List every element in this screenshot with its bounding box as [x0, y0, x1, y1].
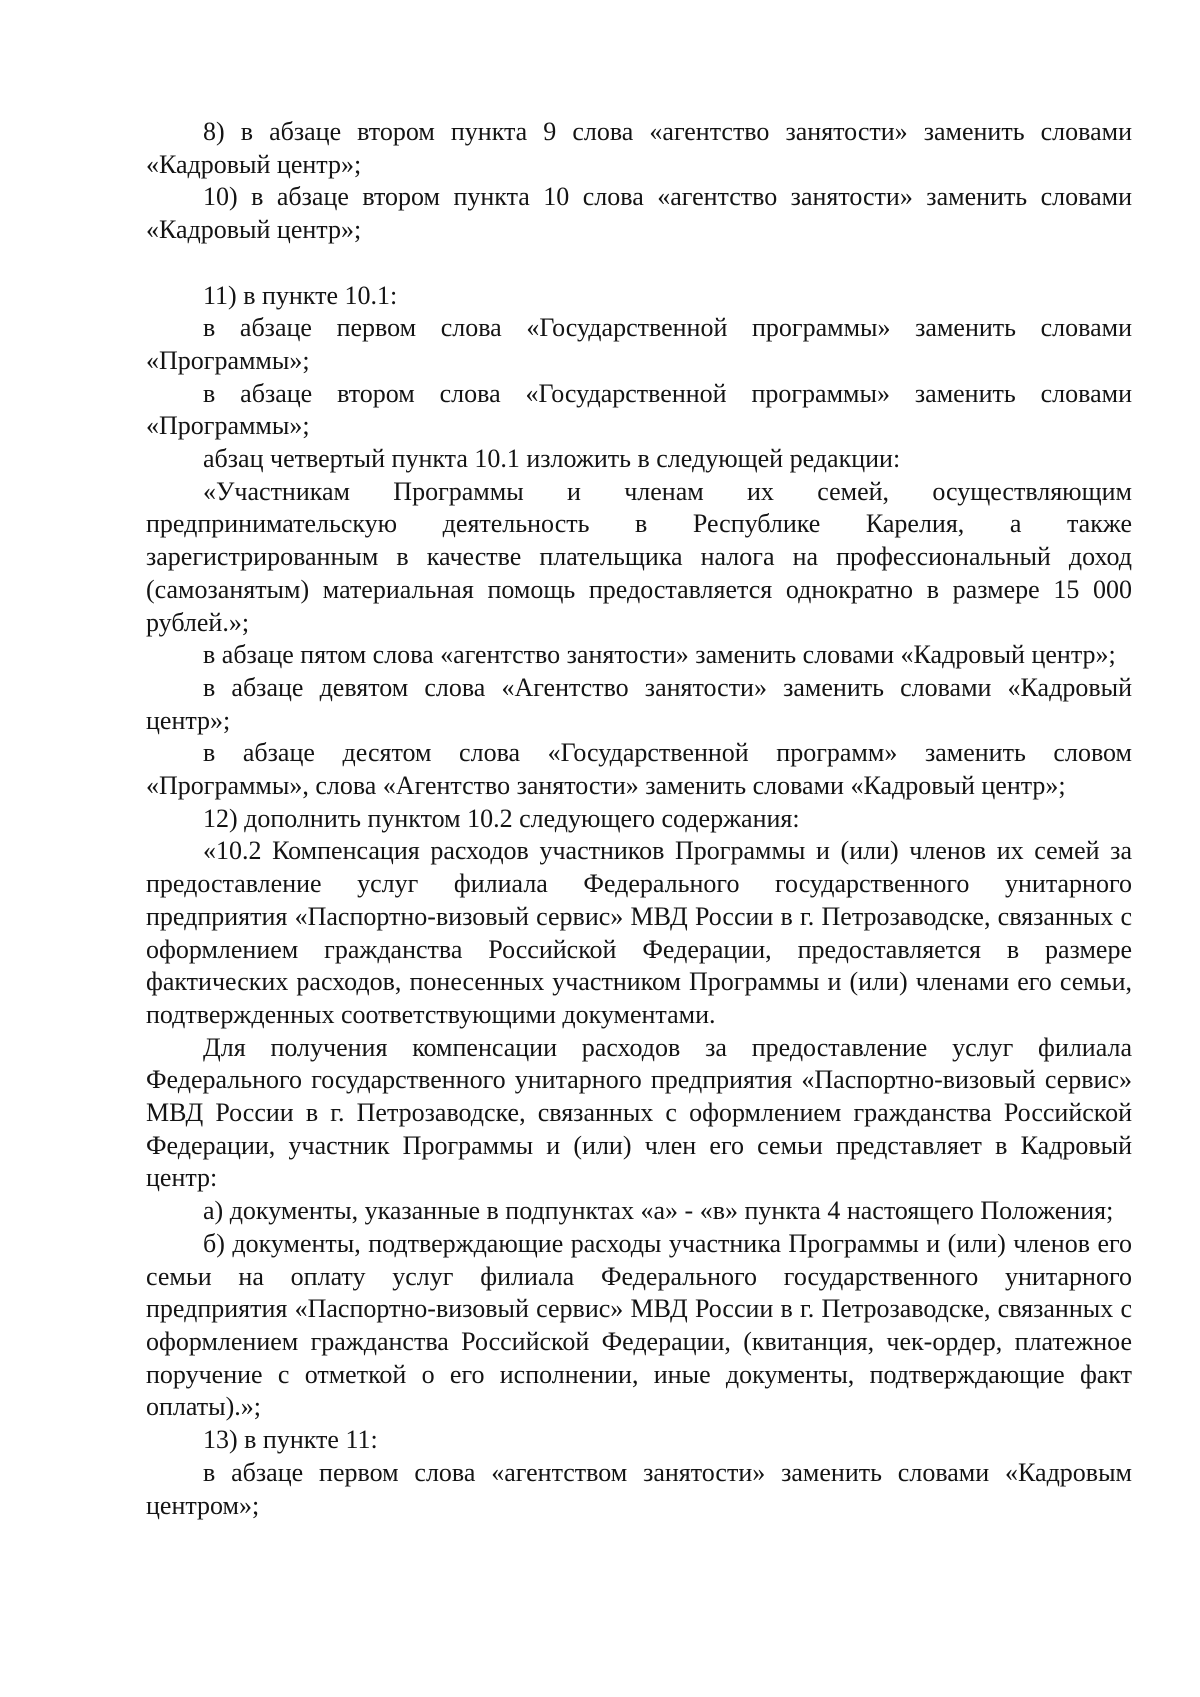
paragraph-item-13: 13) в пункте 11:	[203, 1425, 378, 1455]
paragraph-item-11: 11) в пункте 10.1:	[203, 280, 398, 310]
paragraph-item-12: 12) дополнить пунктом 10.2 следующего содержания:	[203, 803, 800, 833]
paragraph-item-13-abzac-1: в абзаце первом слова «агентством занятости» заменить словами «Кадровым центром»;	[146, 1457, 1132, 1520]
paragraph-quote-abzac-4: «Участникам Программы и членам их семей, осуществляющим предпринимательскую деятельность в Республике Карелия, а также зарегистрированным в качестве плательщика налога на профессиональный доход (самозанятым) материальная помощь предоставляется однократно в размере 15 000 рублей.»;	[146, 476, 1132, 637]
paragraph-quote-10-2: «10.2 Компенсация расходов участников Программы и (или) членов их семей за предоставление услуг филиала Федерального государственного унитарного предприятия «Паспортно-визовый сервис» МВД России в г. Петрозаводске, связанных с оформлением гражданства Российской Федерации, предоставляется в размере фактических расходов, понесенных участником Программы и (или) членами его семьи, подтвержденных соответствующими документами.	[146, 836, 1132, 1029]
paragraph-spacer	[146, 247, 1132, 280]
paragraph-item-11-abzac-10: в абзаце десятом слова «Государственной программ» заменить словом «Программы», слова «Агентство занятости» заменить словами «Кадровый центр»;	[146, 738, 1132, 801]
paragraph-item-11-abzac-9: в абзаце девятом слова «Агентство занятости» заменить словами «Кадровый центр»;	[146, 672, 1132, 735]
paragraph-subitem-b: б) документы, подтверждающие расходы участника Программы и (или) членов его семьи на оплату услуг филиала Федерального государственного унитарного предприятия «Паспортно-визовый сервис» МВД России в г. Петрозаводске, связанных с оформлением гражданства Российской Федерации, (квитанция, чек-ордер, платежное поручение с отметкой о его исполнении, иные документы, подтверждающие факт оплаты).»;	[146, 1228, 1132, 1422]
paragraph-subitem-a: а) документы, указанные в подпунктах «а» - «в» пункта 4 настоящего Положения;	[203, 1196, 1114, 1226]
paragraph-item-11-abzac-4: абзац четвертый пункта 10.1 изложить в следующей редакции:	[203, 444, 901, 474]
paragraph-item-10: 10) в абзаце втором пункта 10 слова «агентство занятости» заменить словами «Кадровый центр»;	[146, 182, 1132, 245]
paragraph-item-11-abzac-5: в абзаце пятом слова «агентство занятости» заменить словами «Кадровый центр»;	[203, 640, 1116, 670]
paragraph-item-8: 8) в абзаце втором пункта 9 слова «агентство занятости» заменить словами «Кадровый центр»;	[146, 117, 1132, 179]
document-body	[146, 116, 1132, 1522]
paragraph-compensation-procedure: Для получения компенсации расходов за предоставление услуг филиала Федерального государственного унитарного предприятия «Паспортно-визовый сервис» МВД России в г. Петрозаводске, связанных с оформлением гражданства Российской Федерации, участник Программы и (или) член его семьи представляет в Кадровый центр:	[146, 1032, 1132, 1193]
paragraph-item-11-abzac-2: в абзаце втором слова «Государственной программы» заменить словами «Программы»;	[146, 378, 1132, 441]
paragraph-item-11-abzac-1: в абзаце первом слова «Государственной программы» заменить словами «Программы»;	[146, 313, 1132, 375]
